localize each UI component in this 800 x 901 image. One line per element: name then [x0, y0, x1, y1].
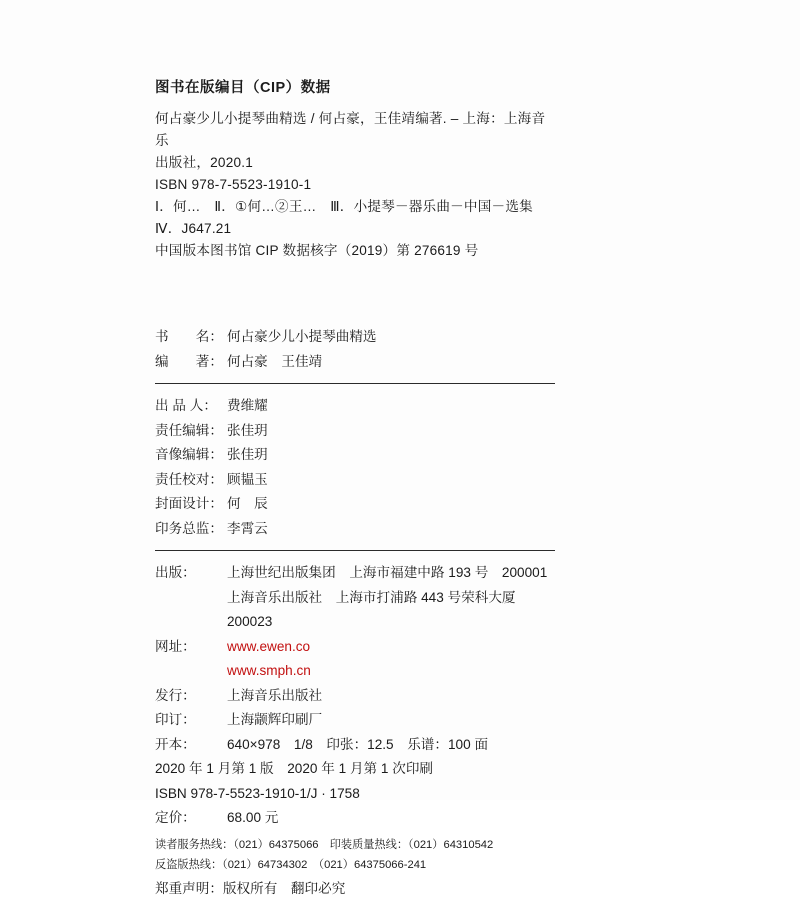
cip-line-6: 中国版本图书馆 CIP 数据核字（2019）第 276619 号	[155, 243, 479, 258]
distribution-value: 上海音乐出版社	[227, 687, 323, 703]
credit-label-producer: 出 品 人：	[155, 398, 217, 413]
printing-row	[155, 708, 555, 733]
credit-value-proofreader: 顾韫玉	[227, 471, 268, 487]
price-row	[155, 806, 555, 831]
book-author-label: 编 著：	[155, 354, 223, 369]
divider-top	[155, 383, 555, 384]
credits-block	[155, 394, 555, 541]
credit-label-editor: 责任编辑：	[155, 422, 223, 438]
distribution-row	[155, 684, 555, 709]
format-row	[155, 733, 555, 758]
publisher-label: 出版：	[155, 565, 196, 580]
publisher-value-1: 上海世纪出版集团 上海市福建中路 193 号 200001	[227, 565, 548, 580]
credit-row-producer	[155, 394, 555, 419]
credit-row-editor	[155, 419, 555, 444]
copyright-page-content	[155, 76, 555, 901]
credit-value-editor: 张佳玥	[227, 422, 268, 438]
printing-label: 印订：	[155, 712, 196, 727]
credit-value-producer: 费维耀	[227, 398, 268, 413]
price-value: 68.00 元	[227, 810, 279, 825]
credit-row-cover-design	[155, 492, 555, 517]
cip-line-5: Ⅳ．J647.21	[155, 221, 232, 236]
credit-label-proofreader: 责任校对：	[155, 471, 223, 487]
credit-row-print-director	[155, 517, 555, 542]
service-hotline-line-1: 读者服务热线：（021）64375066 印装质量热线：（021）64310542	[155, 838, 494, 851]
cip-line-2: 出版社，2020.1	[155, 155, 253, 170]
credit-label-audio-editor: 音像编辑：	[155, 447, 223, 462]
publisher-value-2: 上海音乐出版社 上海市打浦路 443 号荣科大厦 200023	[227, 589, 530, 629]
isbn-line: ISBN 978-7-5523-1910-1/J · 1758	[155, 785, 360, 801]
website-label: 网址：	[155, 638, 196, 654]
cip-block	[155, 108, 555, 262]
printing-value: 上海颛辉印刷厂	[227, 712, 323, 727]
distribution-label: 发行：	[155, 687, 196, 703]
credit-value-audio-editor: 张佳玥	[227, 447, 268, 462]
credit-label-cover-design: 封面设计：	[155, 496, 223, 511]
book-title-value: 何占豪少儿小提琴曲精选	[227, 329, 377, 344]
format-label: 开本：	[155, 736, 196, 752]
title-block	[155, 324, 555, 374]
divider-middle	[155, 550, 555, 551]
service-hotline-block	[155, 835, 555, 875]
credit-row-audio-editor	[155, 443, 555, 468]
book-author-row	[155, 349, 555, 374]
service-hotline-line-2: 反盗版热线：（021）64734302 （021）64375066-241	[155, 858, 427, 871]
credit-value-print-director: 李霄云	[227, 520, 268, 536]
price-label: 定价：	[155, 810, 196, 825]
website-url-ewen[interactable]: www.ewen.co	[227, 638, 311, 654]
cip-line-3: ISBN 978-7-5523-1910-1	[155, 177, 312, 192]
cip-line-4: Ⅰ．何… Ⅱ．①何…②王… Ⅲ．小提琴－器乐曲－中国－选集	[155, 199, 533, 214]
credit-value-cover-design: 何 辰	[227, 496, 268, 511]
format-value: 640×978 1/8 印张：12.5 乐谱：100 面	[227, 736, 489, 752]
publisher-row	[155, 561, 555, 586]
edition-line: 2020 年 1 月第 1 版 2020 年 1 月第 1 次印刷	[155, 761, 434, 776]
cip-heading: 图书在版编目（CIP）数据	[155, 80, 331, 96]
book-title-row	[155, 324, 555, 349]
credit-row-proofreader	[155, 468, 555, 493]
cip-line-1: 何占豪少儿小提琴曲精选 / 何占豪，王佳靖编著. – 上海：上海音乐	[155, 111, 546, 148]
book-title-label: 书 名：	[155, 329, 223, 344]
website-row	[155, 635, 555, 660]
copyright-statement: 郑重声明：版权所有 翻印必究	[155, 880, 346, 896]
website-url-smph[interactable]: www.smph.cn	[227, 663, 311, 678]
credit-label-print-director: 印务总监：	[155, 520, 223, 536]
publication-block	[155, 561, 555, 831]
book-author-value: 何占豪 王佳靖	[227, 354, 323, 369]
